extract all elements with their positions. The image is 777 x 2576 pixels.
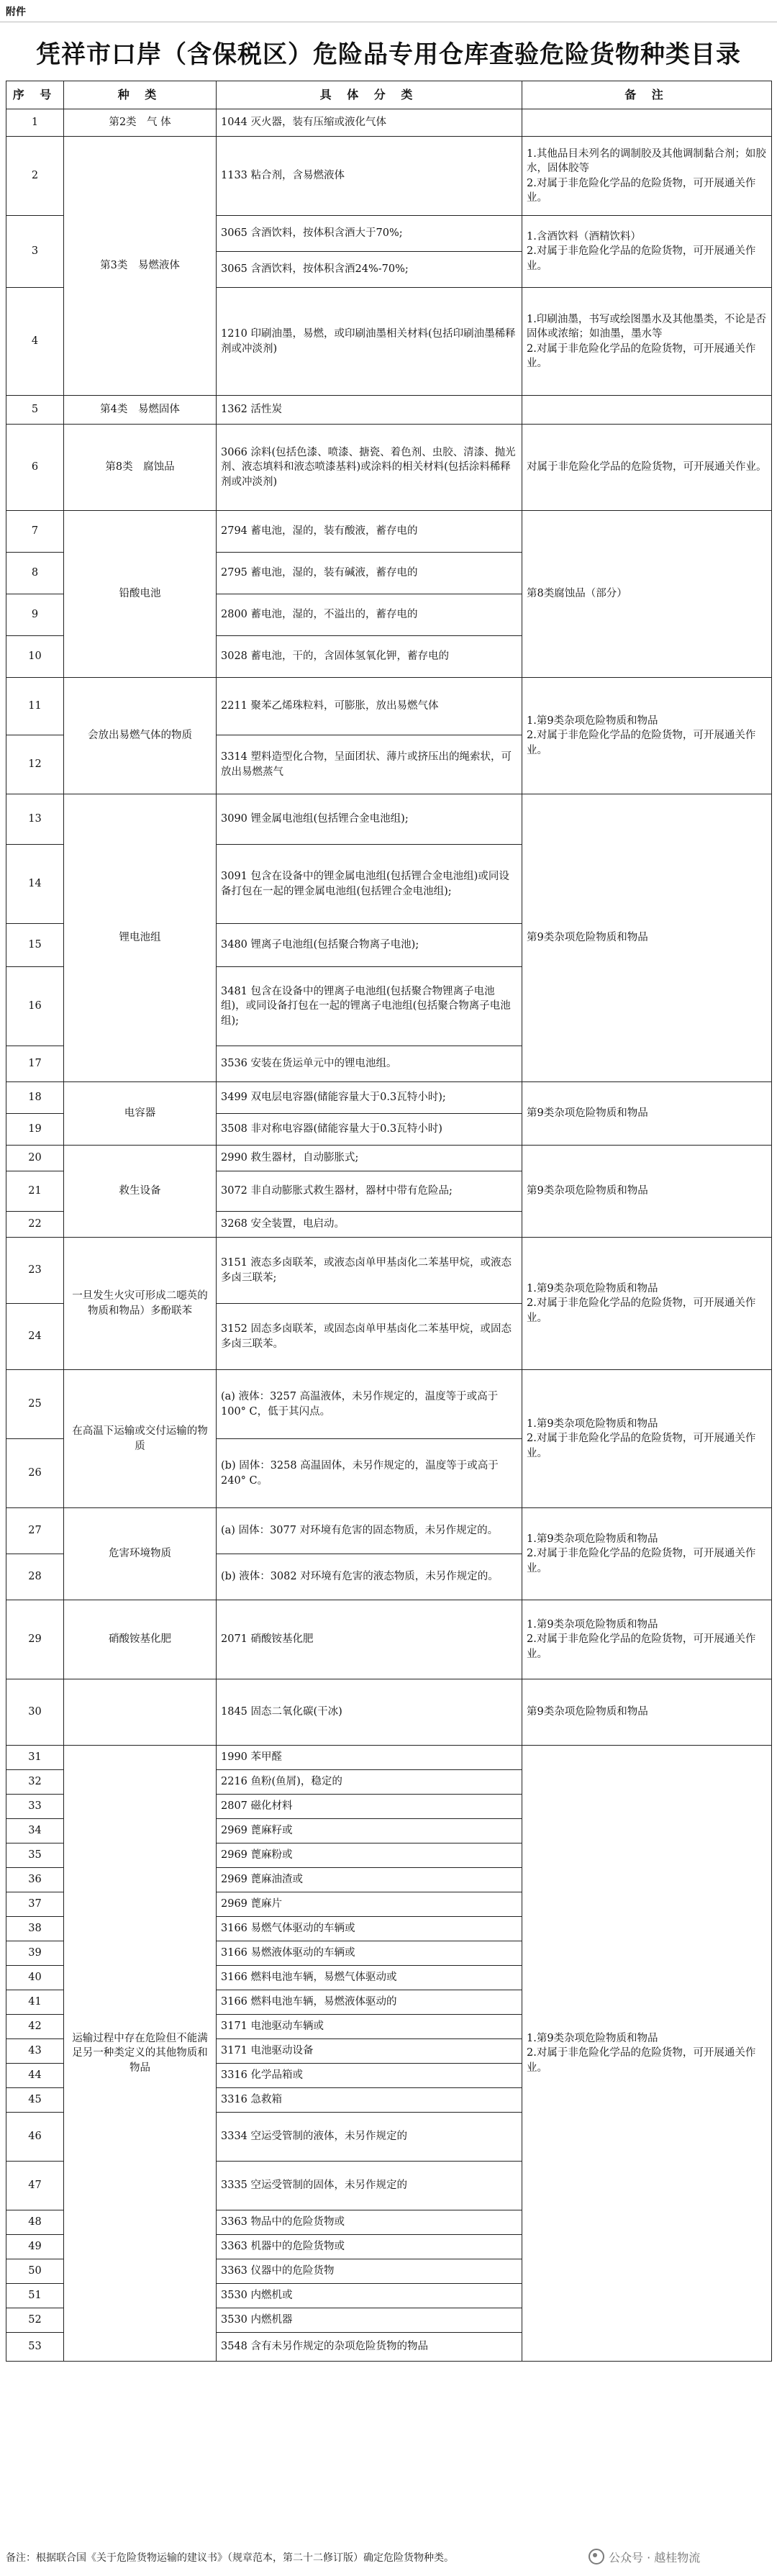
row-detail: 3072 非自动膨胀式救生器材，器材中带有危险品; [217, 1171, 522, 1212]
row-detail: (a) 固体：3077 对环境有危害的固态物质，未另作规定的。 [217, 1508, 522, 1554]
row-no: 53 [6, 2333, 64, 2362]
watermark [589, 2544, 761, 2569]
row-no: 2 [6, 137, 64, 216]
row-no: 18 [6, 1082, 64, 1114]
row-no: 16 [6, 967, 64, 1046]
row-no: 49 [6, 2235, 64, 2259]
row-no: 5 [6, 396, 64, 425]
table-row [6, 137, 772, 216]
row-no: 19 [6, 1114, 64, 1146]
row-detail: 3536 安装在货运单元中的锂电池组。 [217, 1046, 522, 1082]
row-detail: (a) 液体：3257 高温液体，未另作规定的，温度等于或高于 100° C，低于其闪点。 [217, 1370, 522, 1439]
row-detail: 3316 化学品箱或 [217, 2064, 522, 2088]
row-detail: 2969 蓖麻油渣或 [217, 1868, 522, 1892]
table-row [6, 1238, 772, 1304]
row-detail: 1362 活性炭 [217, 396, 522, 425]
row-remark [522, 396, 772, 425]
row-detail: 2794 蓄电池，湿的，装有酸液，蓄存电的 [217, 511, 522, 553]
row-no: 35 [6, 1843, 64, 1868]
row-detail: 1210 印刷油墨，易燃，或印刷油墨相关材料(包括印刷油墨稀释剂或冲淡剂) [217, 288, 522, 396]
row-detail: 3508 非对称电容器(储能容量大于0.3瓦特小时) [217, 1114, 522, 1146]
row-detail: 2969 蓖麻粉或 [217, 1843, 522, 1868]
header-no: 序 号 [6, 81, 64, 109]
row-detail: 3171 电池驱动车辆或 [217, 2015, 522, 2039]
row-no: 41 [6, 1990, 64, 2015]
attachment-label: 附件 [6, 6, 26, 18]
row-category [64, 1679, 217, 1746]
row-detail: 3065 含酒饮料，按体积含酒大于70%; [217, 216, 522, 252]
row-detail: 3316 急救箱 [217, 2088, 522, 2113]
row-detail: 2795 蓄电池，湿的，装有碱液，蓄存电的 [217, 553, 522, 594]
row-detail: 3268 安全装置，电启动。 [217, 1212, 522, 1238]
row-category: 电容器 [64, 1082, 217, 1146]
row-detail: 1845 固态二氧化碳(干冰) [217, 1679, 522, 1746]
row-category: 在高温下运输或交付运输的物质 [64, 1370, 217, 1508]
row-detail: 2216 鱼粉(鱼屑)，稳定的 [217, 1770, 522, 1795]
row-detail: 3066 涂料(包括色漆、喷漆、搪瓷、着色剂、虫胶、清漆、抛光剂、液态填料和液态喷漆基料)或涂料的相关材料(包括涂料稀释剂或冲淡剂) [217, 425, 522, 511]
table-row [6, 1746, 772, 1770]
wechat-icon [589, 2549, 604, 2564]
row-remark: 1.第9类杂项危险物质和物品 2.对属于非危险化学品的危险货物，可开展通关作业。 [522, 1238, 772, 1370]
row-no: 10 [6, 636, 64, 678]
row-no: 13 [6, 794, 64, 845]
row-detail: 3363 机器中的危险货物或 [217, 2235, 522, 2259]
row-no: 43 [6, 2039, 64, 2064]
row-detail: 2071 硝酸铵基化肥 [217, 1600, 522, 1679]
row-no: 27 [6, 1508, 64, 1554]
row-no: 34 [6, 1819, 64, 1843]
row-remark: 第9类杂项危险物质和物品 [522, 794, 772, 1082]
row-no: 38 [6, 1917, 64, 1941]
row-detail: 2969 蓖麻片 [217, 1892, 522, 1917]
row-no: 12 [6, 735, 64, 794]
row-remark: 1.第9类杂项危险物质和物品 2.对属于非危险化学品的危险货物，可开展通关作业。 [522, 1600, 772, 1679]
row-category: 一旦发生火灾可形成二噁英的物质和物品）多酚联苯 [64, 1238, 217, 1370]
header-detail: 具 体 分 类 [217, 81, 522, 109]
row-detail: 1990 苯甲醛 [217, 1746, 522, 1770]
table-row [6, 1082, 772, 1114]
row-category: 救生设备 [64, 1146, 217, 1238]
table-header-row [6, 81, 772, 109]
row-category: 第2类 气 体 [64, 109, 217, 137]
header-remark: 备 注 [522, 81, 772, 109]
table-row [6, 1146, 772, 1171]
row-detail: 3481 包含在设备中的锂离子电池组(包括聚合物锂离子电池组)，或同设备打包在一起的锂离子电池组(包括聚合物离子电池组); [217, 967, 522, 1046]
row-detail: 3171 电池驱动设备 [217, 2039, 522, 2064]
row-category: 危害环境物质 [64, 1508, 217, 1600]
row-no: 47 [6, 2162, 64, 2210]
row-detail: 3028 蓄电池，干的，含固体氢氧化钾，蓄存电的 [217, 636, 522, 678]
row-no: 37 [6, 1892, 64, 1917]
row-remark [522, 109, 772, 137]
row-no: 21 [6, 1171, 64, 1212]
row-remark: 1.含酒饮料（酒精饮料） 2.对属于非危险化学品的危险货物，可开展通关作业。 [522, 216, 772, 288]
row-no: 28 [6, 1554, 64, 1600]
row-remark: 第8类腐蚀品（部分） [522, 511, 772, 678]
row-detail: (b) 液体：3082 对环境有危害的液态物质，未另作规定的。 [217, 1554, 522, 1600]
row-category: 铅酸电池 [64, 511, 217, 678]
row-no: 51 [6, 2284, 64, 2308]
row-detail: 2211 聚苯乙烯珠粒料，可膨胀，放出易燃气体 [217, 678, 522, 735]
row-remark: 1.第9类杂项危险物质和物品 2.对属于非危险化学品的危险货物，可开展通关作业。 [522, 1370, 772, 1508]
row-category: 锂电池组 [64, 794, 217, 1082]
row-no: 14 [6, 845, 64, 924]
row-no: 3 [6, 216, 64, 288]
row-no: 9 [6, 594, 64, 636]
row-no: 44 [6, 2064, 64, 2088]
row-detail: 2990 救生器材，自动膨胀式; [217, 1146, 522, 1171]
row-no: 36 [6, 1868, 64, 1892]
row-no: 22 [6, 1212, 64, 1238]
row-remark: 第9类杂项危险物质和物品 [522, 1146, 772, 1238]
row-no: 20 [6, 1146, 64, 1171]
row-detail: 3334 空运受管制的液体，未另作规定的 [217, 2113, 522, 2162]
row-detail: 3166 易燃液体驱动的车辆或 [217, 1941, 522, 1966]
row-category: 第8类 腐蚀品 [64, 425, 217, 511]
row-category: 第4类 易燃固体 [64, 396, 217, 425]
row-detail: (b) 固体：3258 高温固体，未另作规定的，温度等于或高于 240° C。 [217, 1439, 522, 1508]
row-remark: 1.第9类杂项危险物质和物品 2.对属于非危险化学品的危险货物，可开展通关作业。 [522, 678, 772, 794]
row-no: 25 [6, 1370, 64, 1439]
row-detail: 1133 粘合剂，含易燃液体 [217, 137, 522, 216]
row-detail: 2807 磁化材料 [217, 1795, 522, 1819]
page-title: 凭祥市口岸（含保税区）危险品专用仓库查验危险货物种类目录 [36, 40, 741, 69]
catalog-table [6, 81, 772, 2362]
row-remark: 1.印刷油墨，书写或绘图墨水及其他墨类，不论是否固体或浓缩；如油墨，墨水等 2.对属于非危险化学品的危险货物，可开展通关作业。 [522, 288, 772, 396]
row-detail: 3363 仪器中的危险货物 [217, 2259, 522, 2284]
row-detail: 3314 塑料造型化合物，呈面团状、薄片或挤压出的绳索状，可放出易燃蒸气 [217, 735, 522, 794]
row-no: 29 [6, 1600, 64, 1679]
row-no: 33 [6, 1795, 64, 1819]
row-detail: 3152 固态多卤联苯，或固态卤单甲基卤化二苯基甲烷，或固态多卤三联苯。 [217, 1304, 522, 1370]
row-detail: 3091 包含在设备中的锂金属电池组(包括锂合金电池组)或同设备打包在一起的锂金属电池组(包括锂合金电池组); [217, 845, 522, 924]
table-row [6, 1508, 772, 1554]
row-no: 6 [6, 425, 64, 511]
row-no: 40 [6, 1966, 64, 1990]
row-no: 52 [6, 2308, 64, 2333]
row-category: 硝酸铵基化肥 [64, 1600, 217, 1679]
row-detail: 3166 易燃气体驱动的车辆或 [217, 1917, 522, 1941]
table-row [6, 511, 772, 553]
row-detail: 1044 灭火器，装有压缩或液化气体 [217, 109, 522, 137]
table-row [6, 396, 772, 425]
row-detail: 3065 含酒饮料，按体积含酒24%-70%; [217, 252, 522, 288]
row-no: 4 [6, 288, 64, 396]
row-detail: 2800 蓄电池，湿的，不溢出的，蓄存电的 [217, 594, 522, 636]
row-category: 会放出易燃气体的物质 [64, 678, 217, 794]
row-no: 8 [6, 553, 64, 594]
row-no: 30 [6, 1679, 64, 1746]
table-row [6, 678, 772, 735]
row-category: 第3类 易燃液体 [64, 137, 217, 396]
table-row [6, 1370, 772, 1439]
table-row [6, 425, 772, 511]
row-no: 31 [6, 1746, 64, 1770]
row-detail: 3530 内燃机器 [217, 2308, 522, 2333]
row-detail: 3548 含有未另作规定的杂项危险货物的物品 [217, 2333, 522, 2362]
row-detail: 3090 锂金属电池组(包括锂合金电池组); [217, 794, 522, 845]
row-detail: 3166 燃料电池车辆，易燃液体驱动的 [217, 1990, 522, 2015]
row-detail: 3363 物品中的危险货物或 [217, 2210, 522, 2235]
row-remark: 1.第9类杂项危险物质和物品 2.对属于非危险化学品的危险货物，可开展通关作业。 [522, 1508, 772, 1600]
row-no: 45 [6, 2088, 64, 2113]
header-category: 种 类 [64, 81, 217, 109]
row-remark: 第9类杂项危险物质和物品 [522, 1082, 772, 1146]
row-no: 17 [6, 1046, 64, 1082]
row-no: 39 [6, 1941, 64, 1966]
row-detail: 3499 双电层电容器(储能容量大于0.3瓦特小时); [217, 1082, 522, 1114]
table-row [6, 1679, 772, 1746]
row-remark: 1.其他品目未列名的调制胶及其他调制黏合剂；如胶水，固体胶等 2.对属于非危险化学品的危险货物，可开展通关作业。 [522, 137, 772, 216]
row-no: 7 [6, 511, 64, 553]
row-no: 24 [6, 1304, 64, 1370]
row-detail: 3480 锂离子电池组(包括聚合物离子电池); [217, 924, 522, 967]
row-no: 48 [6, 2210, 64, 2235]
table-row [6, 1600, 772, 1679]
row-no: 11 [6, 678, 64, 735]
row-no: 32 [6, 1770, 64, 1795]
row-remark: 1.第9类杂项危险物质和物品 2.对属于非危险化学品的危险货物，可开展通关作业。 [522, 1746, 772, 2362]
row-no: 15 [6, 924, 64, 967]
row-remark: 第9类杂项危险物质和物品 [522, 1679, 772, 1746]
row-detail: 3151 液态多卤联苯，或液态卤单甲基卤化二苯基甲烷，或液态多卤三联苯; [217, 1238, 522, 1304]
row-no: 23 [6, 1238, 64, 1304]
row-detail: 3335 空运受管制的固体，未另作规定的 [217, 2162, 522, 2210]
row-no: 42 [6, 2015, 64, 2039]
row-no: 26 [6, 1439, 64, 1508]
table-row [6, 109, 772, 137]
row-remark: 对属于非危险化学品的危险货物，可开展通关作业。 [522, 425, 772, 511]
row-no: 1 [6, 109, 64, 137]
row-detail: 3530 内燃机或 [217, 2284, 522, 2308]
watermark-text: 公众号 · 越桂物流 [609, 2550, 701, 2564]
table-row [6, 794, 772, 845]
row-detail: 2969 蓖麻籽或 [217, 1819, 522, 1843]
row-no: 50 [6, 2259, 64, 2284]
row-no: 46 [6, 2113, 64, 2162]
row-category: 运输过程中存在危险但不能满足另一种类定义的其他物质和物品 [64, 1746, 217, 2362]
footnote: 备注：根据联合国《关于危险货物运输的建议书》（规章范本，第二十二修订版）确定危险货物种类。 [6, 2552, 454, 2564]
row-detail: 3166 燃料电池车辆，易燃气体驱动或 [217, 1966, 522, 1990]
